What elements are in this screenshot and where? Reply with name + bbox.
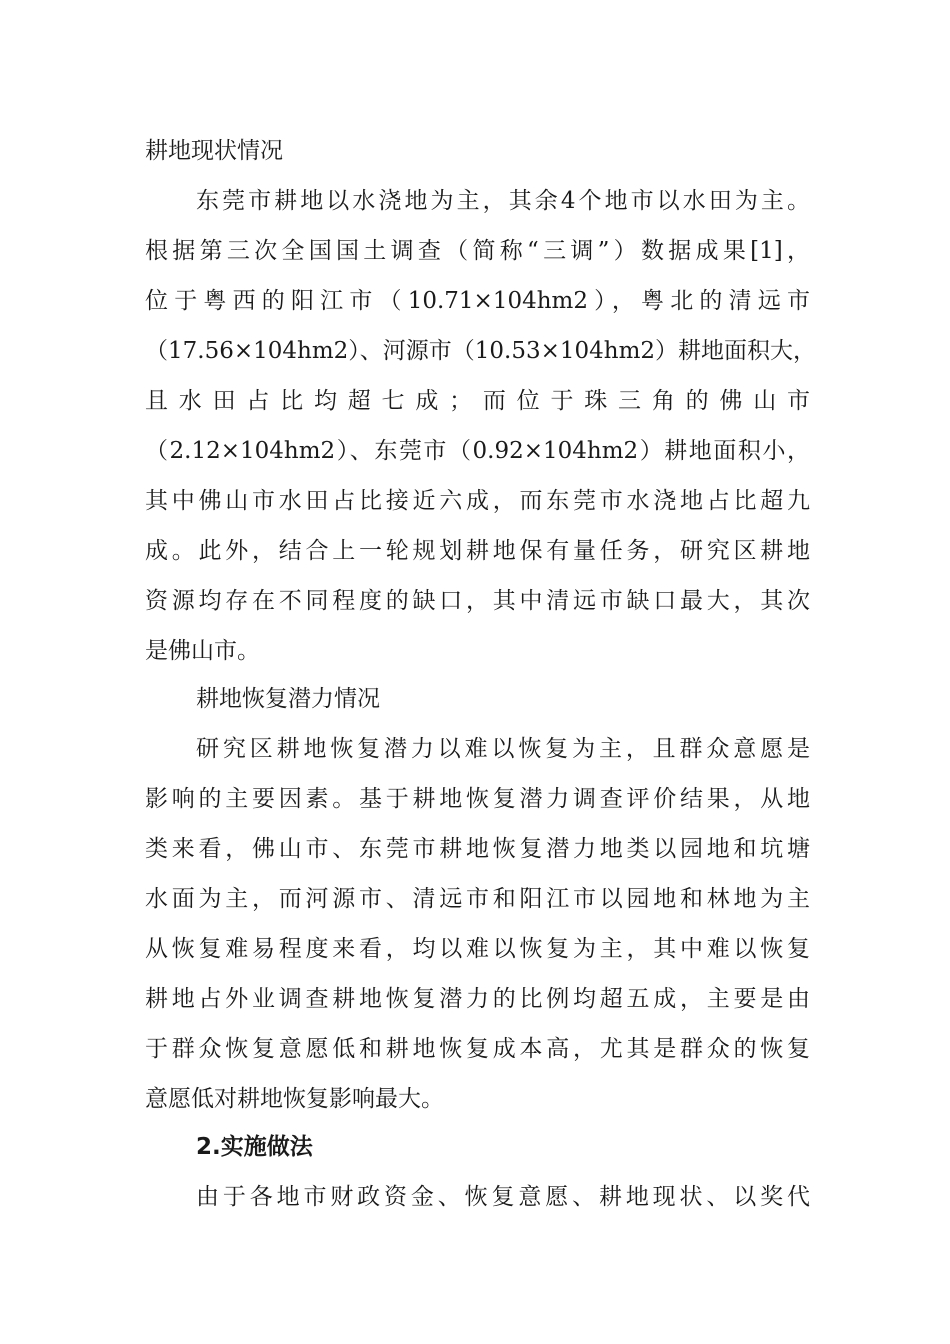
paragraph-line: 资源均存在不同程度的缺口，其中清远市缺口最大，其次 [145, 588, 810, 614]
section-heading-implementation: 2.实施做法 [196, 1134, 313, 1160]
paragraph-line: 研究区耕地恢复潜力以难以恢复为主，且群众意愿是 [196, 736, 810, 762]
paragraph-line: 其中佛山市水田占比接近六成，而东莞市水浇地占比超九 [145, 488, 810, 514]
paragraph-line: 耕地占外业调查耕地恢复潜力的比例均超五成，主要是由 [145, 986, 810, 1012]
paragraph-line: 于群众恢复意愿低和耕地恢复成本高，尤其是群众的恢复 [145, 1036, 810, 1062]
paragraph-line: （2.12×104hm2）、东莞市（0.92×104hm2）耕地面积小， [145, 438, 810, 464]
paragraph-line: 是佛山市。 [145, 638, 260, 664]
paragraph-line: （17.56×104hm2）、河源市（10.53×104hm2）耕地面积大， [145, 338, 817, 364]
section-heading-farmland-status: 耕地现状情况 [145, 138, 283, 164]
paragraph-line: 类来看，佛山市、东莞市耕地恢复潜力地类以园地和坑塘 [145, 836, 810, 862]
paragraph-line: 成。此外，结合上一轮规划耕地保有量任务，研究区耕地 [145, 538, 810, 564]
paragraph-line: 东莞市耕地以水浇地为主，其余4个地市以水田为主。 [196, 188, 810, 214]
paragraph-line: 且水田占比均超七成；而位于珠三角的佛山市 [145, 388, 810, 414]
paragraph-line: 影响的主要因素。基于耕地恢复潜力调查评价结果，从地 [145, 786, 810, 812]
paragraph-line: 由于各地市财政资金、恢复意愿、耕地现状、以奖代 [196, 1184, 810, 1210]
paragraph-line: 根据第三次全国国土调查（简称“三调”）数据成果[1]， [145, 238, 810, 264]
paragraph-line: 从恢复难易程度来看，均以难以恢复为主，其中难以恢复 [145, 936, 810, 962]
paragraph-line: 水面为主，而河源市、清远市和阳江市以园地和林地为主 [145, 886, 810, 912]
paragraph-line: 意愿低对耕地恢复影响最大。 [145, 1086, 444, 1112]
paragraph-line: 位于粤西的阳江市（10.71×104hm2），粤北的清远市 [145, 288, 810, 314]
section-heading-restoration-potential: 耕地恢复潜力情况 [196, 686, 380, 712]
